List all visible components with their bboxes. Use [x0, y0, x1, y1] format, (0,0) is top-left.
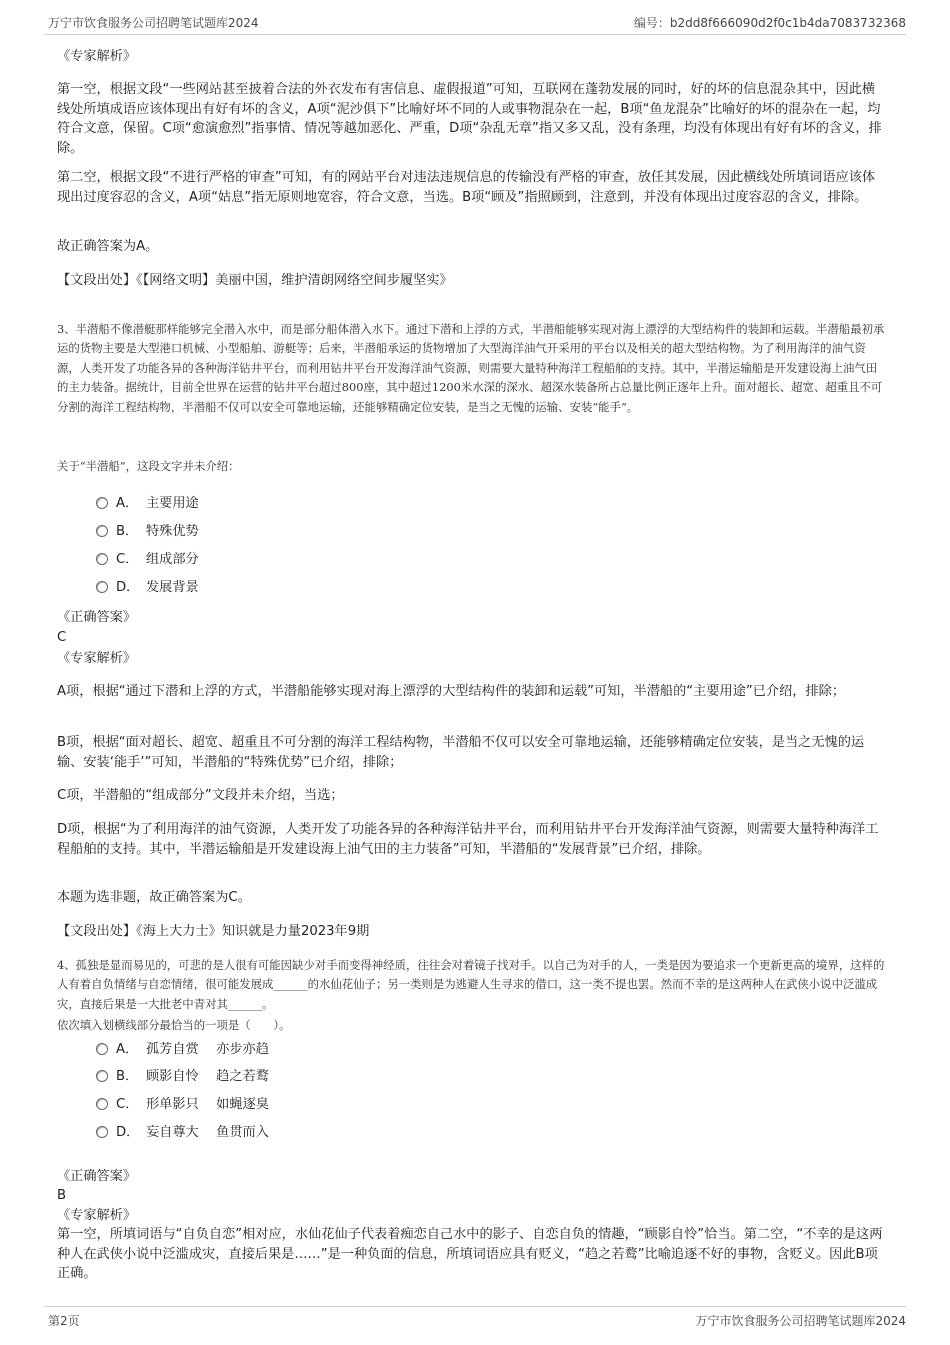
radio-button-icon[interactable] — [96, 553, 108, 565]
radio-button-icon[interactable] — [96, 525, 108, 537]
footer-title: 万宁市饮食服务公司招聘笔试题库2024 — [695, 1314, 906, 1328]
q4-question: 依次填入划横线部分最恰当的一项是（ ）。 — [57, 1018, 291, 1032]
page-header — [48, 14, 906, 34]
q4-answer-title: 《正确答案》 — [57, 1169, 137, 1184]
q4-option-d[interactable]: D． 妄自尊大 鱼贯而入 — [96, 1124, 269, 1142]
q3-option-a[interactable]: A． 主要用途 — [96, 495, 199, 513]
radio-button-icon[interactable] — [96, 1098, 108, 1110]
radio-button-icon[interactable] — [96, 1043, 108, 1055]
q2-analysis-p2: 第二空，根据文段“不进行严格的审查”可知，有的网站平台对违法违规信息的传输没有严格的审查，放任其发展，因此横线处所填词语应该体现出过度容忍的含义，A项“姑息”指无原则地宽容，符合文意，当选。B项“顾及”指照顾到，注意到，并没有体现出过度容忍的含义，排除。 — [57, 170, 876, 205]
header-title: 万宁市饮食服务公司招聘笔试题库2024 — [48, 16, 259, 30]
document-id: 编号：b2dd8f666090d2f0c1b4da7083732368 — [633, 16, 906, 30]
q3-source: 【文段出处】《海上大力士》知识就是力量2023年9期 — [57, 924, 370, 939]
page-number: 第2页 — [48, 1314, 80, 1328]
q4-analysis: 第一空，所填词语与“自负自恋”相对应，水仙花仙子代表着痴恋自己水中的影子、自恋自负的情趣，“顾影自怜”恰当。第二空，“不幸的是这两种人在武侠小说中泛滥成灾，直接后果是……”是一种负面的信息，所填词语应具有贬义，“趋之若鹜”比喻追逐不好的事物，含贬义。因此B项正确。 — [57, 1227, 883, 1282]
radio-button-icon[interactable] — [96, 1070, 108, 1082]
q3-conclusion: 本题为选非题，故正确答案为C。 — [57, 890, 251, 905]
q3-answer-title: 《正确答案》 — [57, 610, 137, 625]
radio-button-icon[interactable] — [96, 497, 108, 509]
q2-expert-title: 《专家解析》 — [57, 49, 137, 64]
q3-analysis-d: D项，根据“为了利用海洋的油气资源，人类开发了功能各异的各种海洋钻井平台，而利用钻井平台开发海洋油气资源，则需要大量特种海洋工程船舶的支持。其中，半潜运输船是开发建设海上油气田的主力装备”可知，半潜船的“发展背景”已介绍，排除。 — [57, 822, 879, 857]
q2-conclusion: 故正确答案为A。 — [57, 239, 159, 254]
q3-option-d[interactable]: D． 发展背景 — [96, 579, 199, 597]
q4-option-c[interactable]: C． 形单影只 如蝇逐臭 — [96, 1096, 269, 1114]
q3-analysis-a: A项，根据“通过下潜和上浮的方式，半潜船能够实现对海上漂浮的大型结构件的装卸和运载”可知，半潜船的“主要用途”已介绍，排除； — [57, 684, 846, 699]
q2-source: 【文段出处】《【网络文明】美丽中国，维护清朗网络空间步履坚实》 — [57, 273, 453, 288]
header-divider — [44, 34, 906, 35]
q4-answer: B — [57, 1188, 67, 1203]
q4-stem: 4、孤独是显而易见的，可悲的是人很有可能因缺少对手而变得神经质，往往会对着镜子找对手。以自己为对手的人，一类是因为要追求一个更新更高的境界，这样的人有着自负情绪与自恋情绪，很可能发展成______的水仙花仙子；另一类则是为逃避人生寻求的借口，这一类不提也罢。然而不幸的是这两种人在武侠小说中泛滥成灾，直接后果是一大批老中青对其______。 — [57, 958, 885, 1011]
q3-analysis-b: B项，根据“面对超长、超宽、超重且不可分割的海洋工程结构物，半潜船不仅可以安全可靠地运输，还能够精确定位安装，是当之无愧的运输、安装‘能手’”可知，半潜船的“特殊优势”已介绍，排除； — [57, 735, 865, 770]
q3-option-c[interactable]: C． 组成部分 — [96, 551, 199, 569]
q4-option-a[interactable]: A． 孤芳自赏 亦步亦趋 — [96, 1041, 269, 1059]
q3-expert-title: 《专家解析》 — [57, 651, 137, 666]
q4-option-b[interactable]: B． 顾影自怜 趋之若鹜 — [96, 1068, 269, 1086]
radio-button-icon[interactable] — [96, 581, 108, 593]
q3-answer: C — [57, 630, 67, 645]
q2-analysis-p1: 第一空，根据文段“一些网站甚至披着合法的外衣发布有害信息、虚假报道”可知，互联网在蓬勃发展的同时，好的坏的信息混杂其中，因此横线处所填成语应该体现出有好有坏的含义，A项“泥沙俱下”比喻好坏不同的人或事物混杂在一起，B项“鱼龙混杂”比喻好的坏的混杂在一起，均符合文意，保留。C项“愈演愈烈”指事情、情况等越加恶化、严重，D项“杂乱无章”指又多又乱，没有条理，均没有体现出有好有坏的含义，排除。 — [57, 82, 882, 156]
footer-divider — [44, 1306, 906, 1307]
q3-option-b[interactable]: B． 特殊优势 — [96, 523, 199, 541]
q4-expert-title: 《专家解析》 — [57, 1208, 137, 1223]
q3-analysis-c: C项，半潜船的“组成部分”文段并未介绍，当选； — [57, 788, 344, 803]
q3-question: 关于“半潜船”，这段文字并未介绍： — [57, 459, 240, 473]
q3-stem: 3、半潜船不像潜艇那样能够完全潜入水中，而是部分船体潜入水下。通过下潜和上浮的方式，半潜船能够实现对海上漂浮的大型结构件的装卸和运载。半潜船最初承运的货物主要是大型港口机械、小型船舶、游艇等；后来，半潜船承运的货物增加了大型海洋油气开采用的平台以及相关的超大型结构物。为了利用海洋的油气资源，人类开发了功能各异的各种海洋钻井平台，而利用钻井平台开发海洋油气资源，则需要大量特种海洋工程船舶的支持。其中，半潜运输船是开发建设海上油气田的主力装备。据统计，目前全世界在运营的钻井平台超过800座，其中超过1200米水深的深水、超深水装备所占总量比例正逐年上升。面对超长、超宽、超重且不可分割的海洋工程结构物，半潜船不仅可以安全可靠地运输，还能够精确定位安装，是当之无愧的运输、安装“能手”。 — [57, 322, 885, 414]
radio-button-icon[interactable] — [96, 1126, 108, 1138]
